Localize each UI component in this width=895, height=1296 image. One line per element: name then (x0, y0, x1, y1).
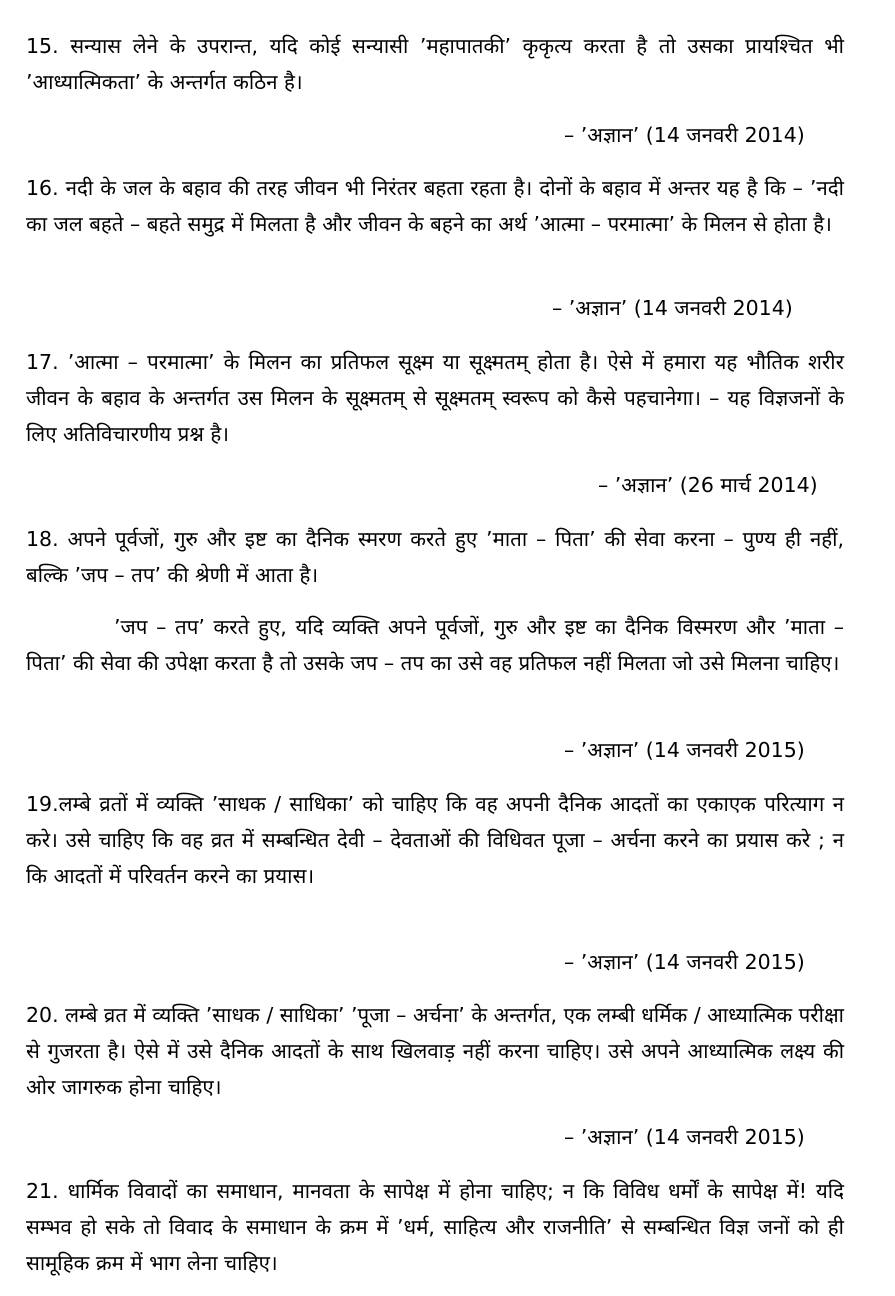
entry-21-text: 21. धार्मिक विवादों का समाधान, मानवता के सापेक्ष में होना चाहिए; न कि विविध धर्मों के सापेक्ष में! यदि सम्भव हो सके तो विवाद के समाधान के क्रम में ’धर्म, साहित्य और राजनीति’ से सम्बन्धित विज्ञ जनों को ही सामूहिक क्रम में भाग लेना चाहिए। (26, 1179, 844, 1275)
entry-16-text: 16. नदी के जल के बहाव की तरह जीवन भी निरंतर बहता रहता है। दोनों के बहाव में अन्तर यह है कि – ’नदी का जल बहते – बहते समुद्र में मिलता है और जीवन के बहने का अर्थ ’आत्मा – परमात्मा’ के मिलन से होता है। (26, 176, 844, 236)
entry-19-text: 19.लम्बे व्रतों में व्यक्ति ’साधक / साधिका’ को चाहिए कि वह अपनी दैनिक आदतों का एकाएक परित्याग न करे। उसे चाहिए कि वह व्रत में सम्बन्धित देवी – देवताओं की विधिवत पूजा – अर्चना करने का प्रयास करे ; न कि आदतों में परिवर्तन करने का प्रयास। (26, 792, 844, 888)
entry-17-text: 17. ’आत्मा – परमात्मा’ के मिलन का प्रतिफल सूक्ष्म या सूक्ष्मतम् होता है। ऐसे में हमारा यह भौतिक शरीर जीवन के बहाव के अन्तर्गत उस मिलन के सूक्ष्मतम् से सूक्ष्मतम् स्वरूप को कैसे पहचानेगा। – यह विज्ञजनों के लिए अतिविचारणीय प्रश्न है। (26, 350, 844, 446)
entry-20-text: 20. लम्बे व्रत में व्यक्ति ’साधक / साधिका’ ’पूजा – अर्चना’ के अन्तर्गत, एक लम्बी धर्मिक / आध्यात्मिक परीक्षा से गुजरता है। ऐसे में उसे दैनिक आदतों के साथ खिलवाड़ नहीं करना चाहिए। उसे अपने आध्यात्मिक लक्ष्य की ओर जागरुक होना चाहिए। (26, 1003, 844, 1099)
entry-18-text: 18. अपने पूर्वजों, गुरु और इष्ट का दैनिक स्मरण करते हुए ’माता – पिता’ की सेवा करना – पुण्य ही नहीं, बल्कि ’जप – तप’ की श्रेणी में आता है। (26, 527, 844, 587)
entry-18-continuation: ’जप – तप’ करते हुए, यदि व्यक्ति अपने पूर्वजों, गुरु और इष्ट का दैनिक विस्मरण और ’माता – पिता’ की सेवा की उपेक्षा करता है तो उसके जप – तप का उसे वह प्रतिफल नहीं मिलता जो उसे मिलना चाहिए। (26, 615, 844, 675)
entry-15-signature: – ’अज्ञान’ (14 जनवरी 2014) (564, 123, 805, 147)
entry-18-signature: – ’अज्ञान’ (14 जनवरी 2015) (564, 738, 805, 762)
entry-20-signature: – ’अज्ञान’ (14 जनवरी 2015) (564, 1125, 805, 1149)
entry-16-signature: – ’अज्ञान’ (14 जनवरी 2014) (552, 296, 793, 320)
entry-17-signature: – ’अज्ञान’ (26 मार्च 2014) (598, 473, 818, 497)
entry-15-text: 15. सन्यास लेने के उपरान्त, यदि कोई सन्यासी ’महापातकी’ कृकृत्य करता है तो उसका प्रायश्चित भी ’आध्यात्मिकता’ के अन्तर्गत कठिन है। (26, 34, 844, 94)
entry-19-signature: – ’अज्ञान’ (14 जनवरी 2015) (564, 950, 805, 974)
